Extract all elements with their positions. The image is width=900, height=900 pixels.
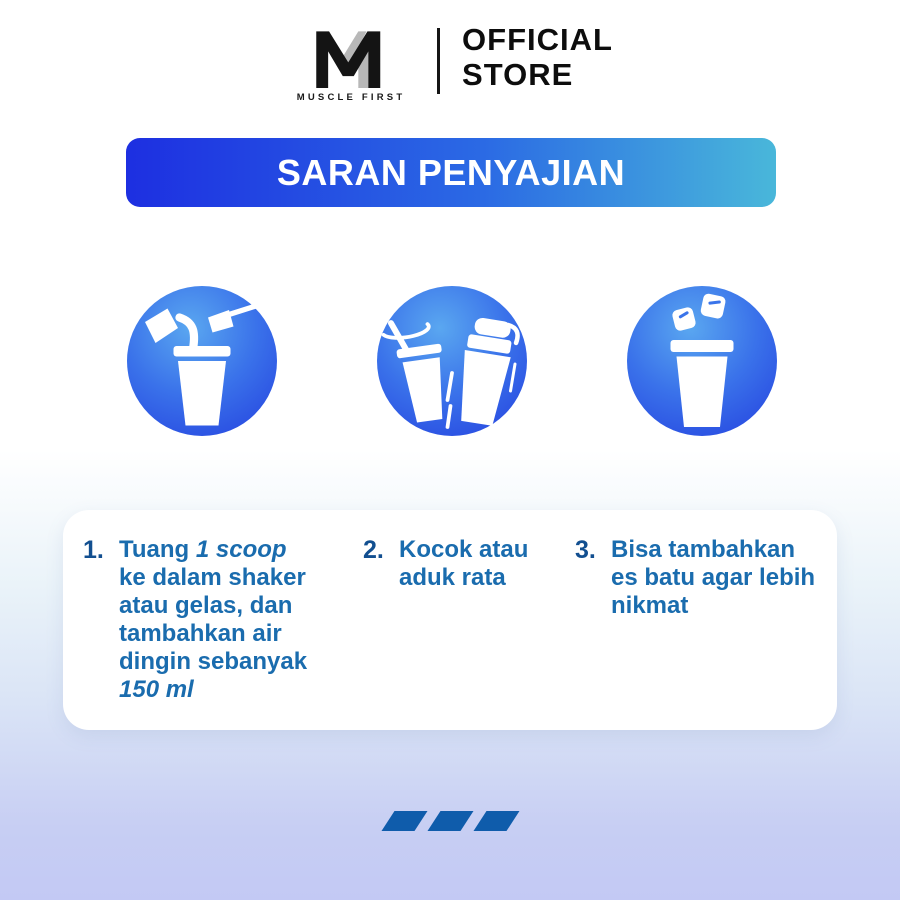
official-store-line2: STORE bbox=[462, 57, 574, 92]
step-1 bbox=[83, 536, 307, 704]
slash-icon bbox=[473, 811, 519, 831]
brand-name: MUSCLE FIRST bbox=[296, 92, 406, 103]
add-ice-cubes-icon bbox=[627, 286, 777, 436]
step-2-number: 2. bbox=[363, 536, 384, 564]
slash-icon bbox=[381, 811, 427, 831]
step-2 bbox=[363, 536, 528, 592]
muscle-first-logo bbox=[287, 24, 415, 103]
title-banner bbox=[126, 138, 776, 207]
header-divider bbox=[437, 28, 440, 94]
step-3-number: 3. bbox=[575, 536, 596, 564]
step-2-text: Kocok atau aduk rata bbox=[399, 536, 529, 591]
banner-title: SARAN PENYAJIAN bbox=[276, 151, 626, 193]
pour-water-and-scoop-icon bbox=[127, 286, 277, 436]
shake-or-stir-icon bbox=[377, 286, 527, 436]
step-1-number: 1. bbox=[83, 536, 104, 564]
step-3-text: Bisa tambahkan es batu agar lebih nikmat bbox=[611, 536, 816, 619]
official-store-line1: OFFICIAL bbox=[462, 22, 613, 57]
slash-icon bbox=[427, 811, 473, 831]
official-store-label bbox=[462, 22, 613, 92]
instructions-card bbox=[63, 510, 837, 730]
step-3 bbox=[575, 536, 815, 620]
slash-decoration bbox=[0, 811, 900, 831]
brand-header bbox=[0, 24, 900, 103]
m1-logo-icon bbox=[299, 24, 403, 88]
step-1-text: Tuang 1 scoop ke dalam shaker atau gelas, dan tambahkan air dingin sebanyak 150 ml bbox=[119, 536, 308, 703]
